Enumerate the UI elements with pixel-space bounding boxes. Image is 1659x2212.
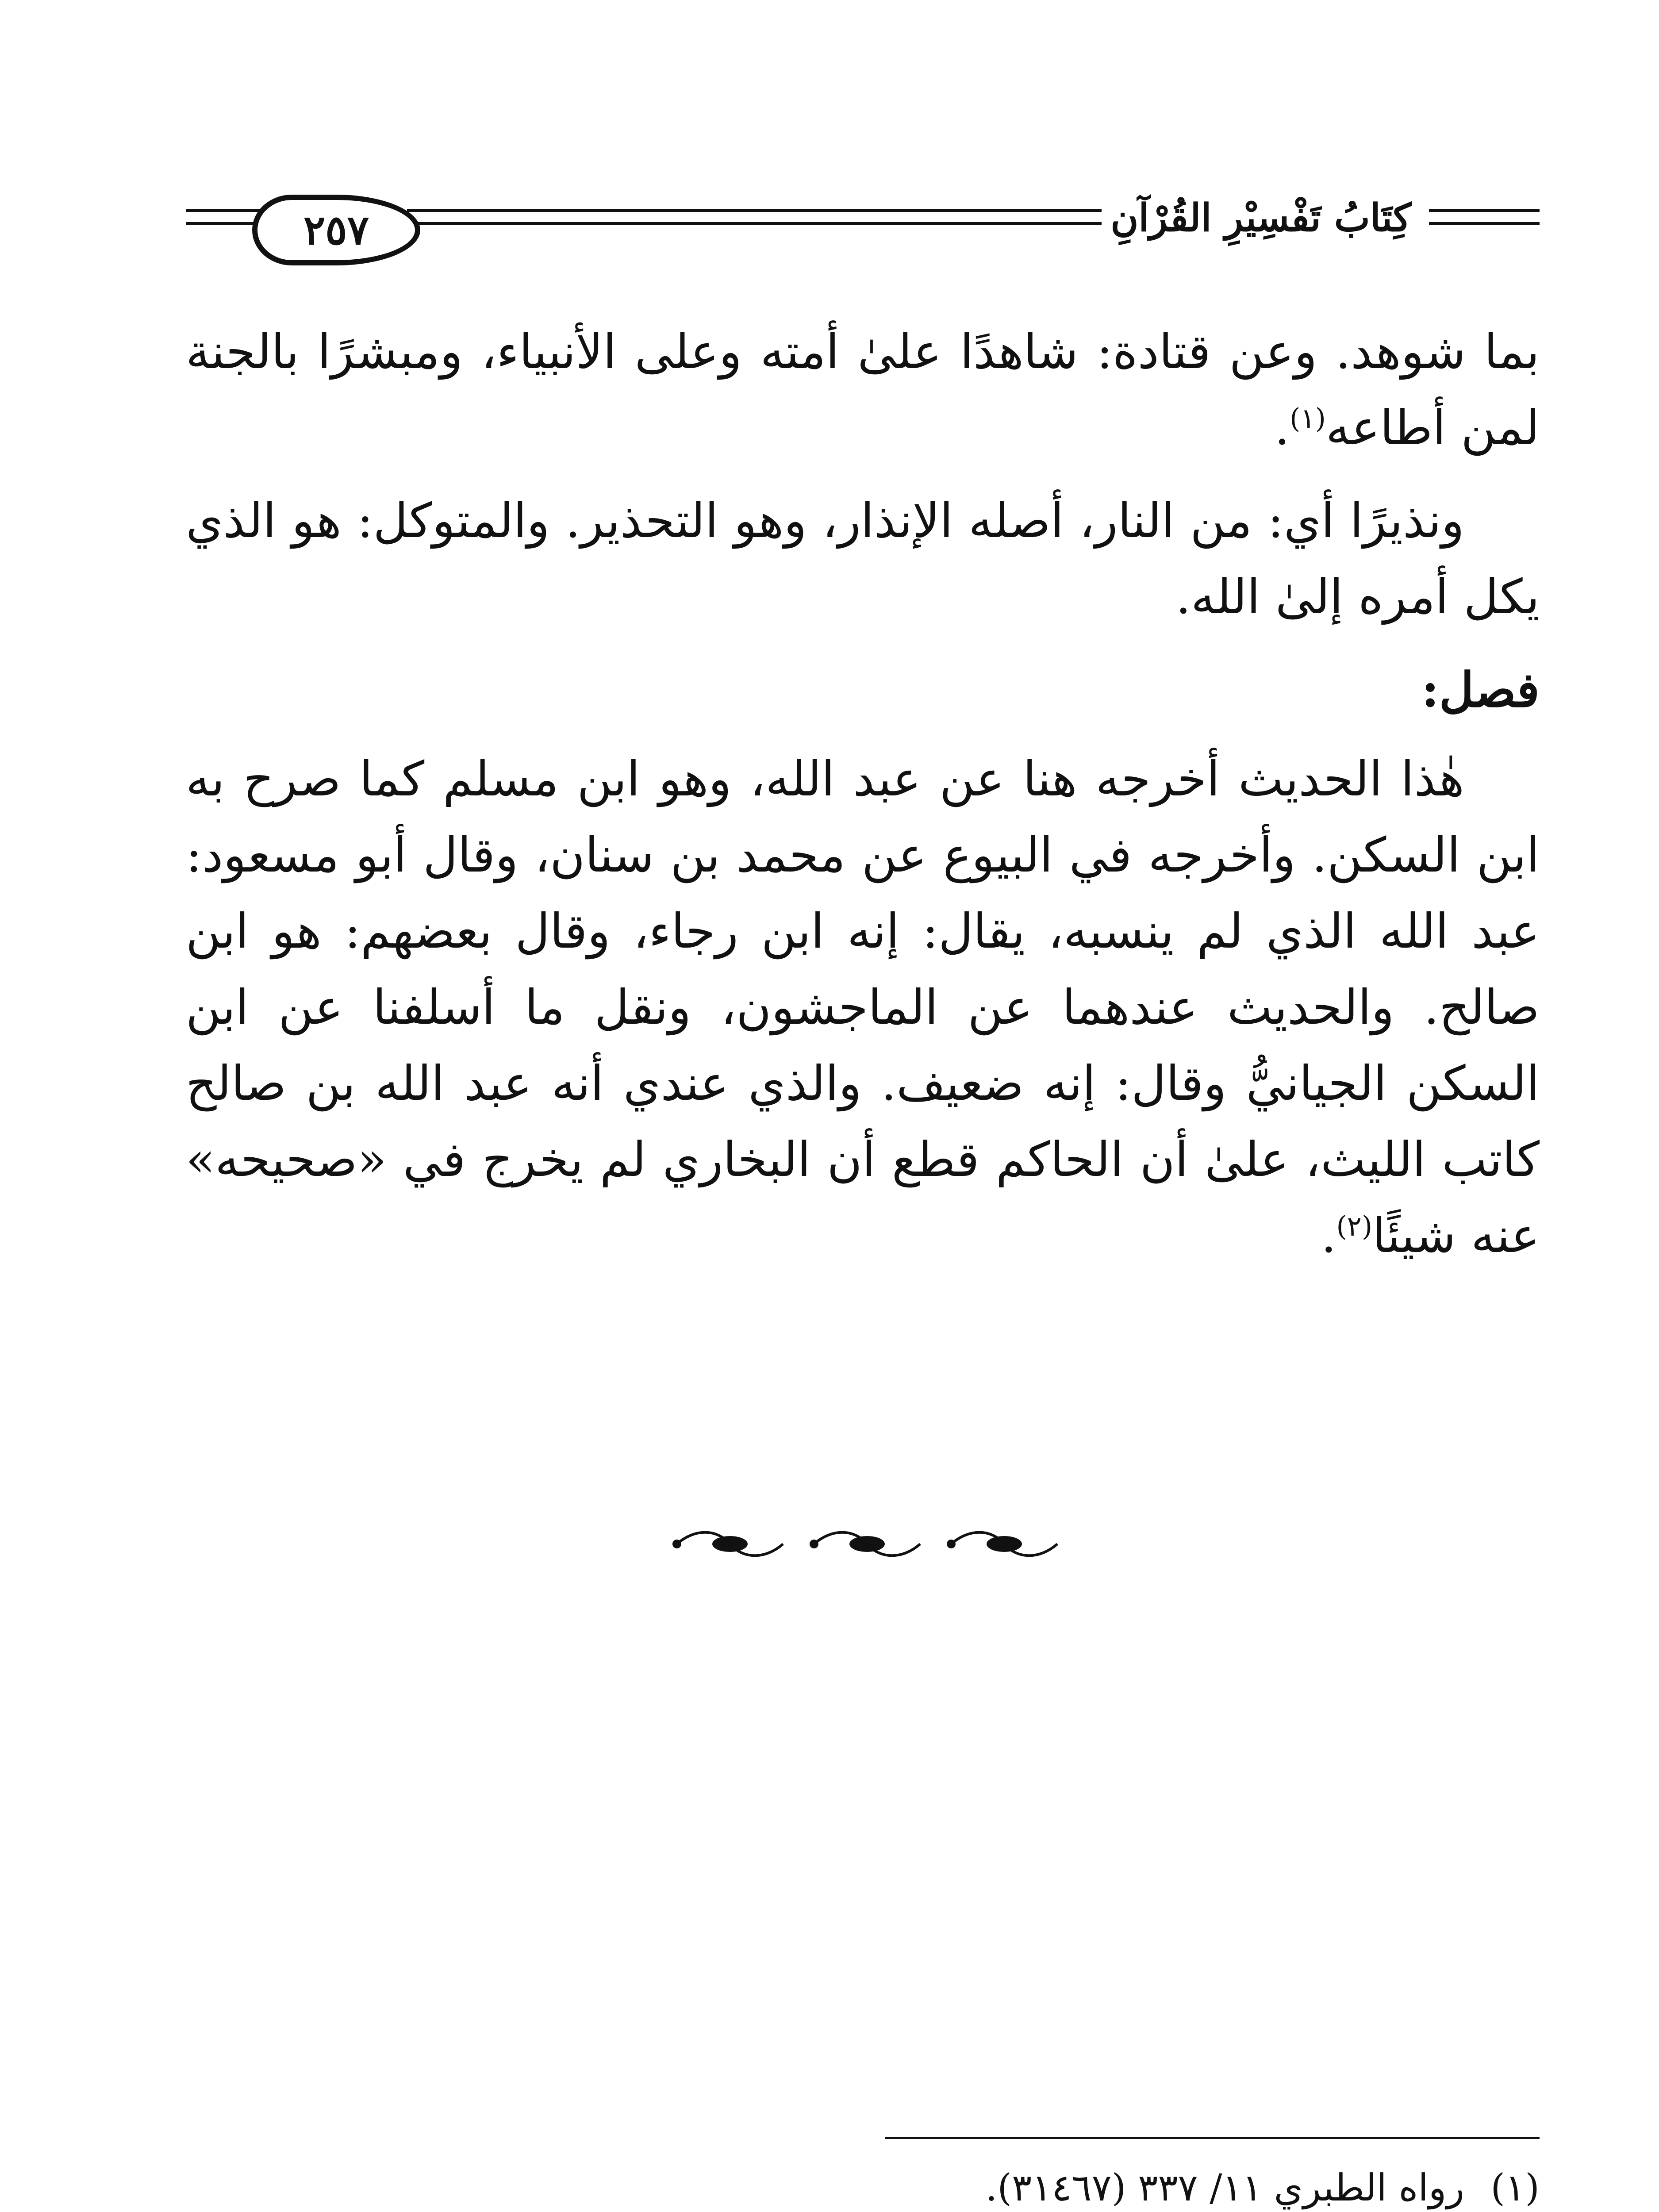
header-rule-right-top [1429,209,1540,212]
book-title: كِتَابُ تَفْسِيْرِ القُرْآنِ [1110,196,1411,240]
footnote-ref-1: (١) [1290,402,1326,434]
footnote-text: رواه الطبري ١١/ ٣٣٧ (٣١٤٦٧). [985,2166,1464,2209]
ornament-divider-icon [668,1522,1075,1566]
page-header [186,186,1540,292]
paragraph-3: هٰذا الحديث أخرجه هنا عن عبد الله، وهو ابن مسلم كما صرح به ابن السكن. وأخرجه في البيوع عن محمد بن سنان، وقال أبو مسعود: عبد الله الذي لم ينسبه، يقال: إنه ابن رجاء، وقال بعضهم: هو ابن صالح. والحديث عندهما عن الماجشون، ونقل ما أسلفنا عن ابن السكن الجيانيُّ وقال: إنه ضعيف. والذي عندي أنه عبد الله بن صالح كاتب الليث، علىٰ أن الحاكم قطع أن البخاري لم يخرج في «صحيحه» عنه شيئًا$^{(٢)}$. [186,752,1540,1263]
header-rule-right-bottom [1429,222,1540,225]
paragraph-2: ونذيرًا أي: من النار، أصله الإنذار، وهو التحذير. والمتوكل: هو الذي يكل أمره إلىٰ الله. [186,493,1540,625]
footnote-1 [186,2159,1540,2212]
footnote-ref-2: (٢) [1336,1210,1373,1242]
header-rule-middle-bottom [407,222,1102,225]
page-number: ٢٥٧ [303,206,369,254]
header-rule-middle-top [407,209,1102,212]
footnote-number: (١) [1490,2166,1540,2209]
main-text [186,314,1540,1291]
header-rule-left-top [186,209,265,212]
paragraph-1: بما شوهد. وعن قتادة: شاهدًا علىٰ أمته وعلى الأنبياء، ومبشرًا بالجنة لمن أطاعه$^{(١)}$. [186,324,1540,456]
footnote-separator [885,2137,1540,2139]
page-number-badge [252,195,420,265]
section-heading: فصل: [1421,662,1540,718]
footnotes [186,2159,1540,2212]
